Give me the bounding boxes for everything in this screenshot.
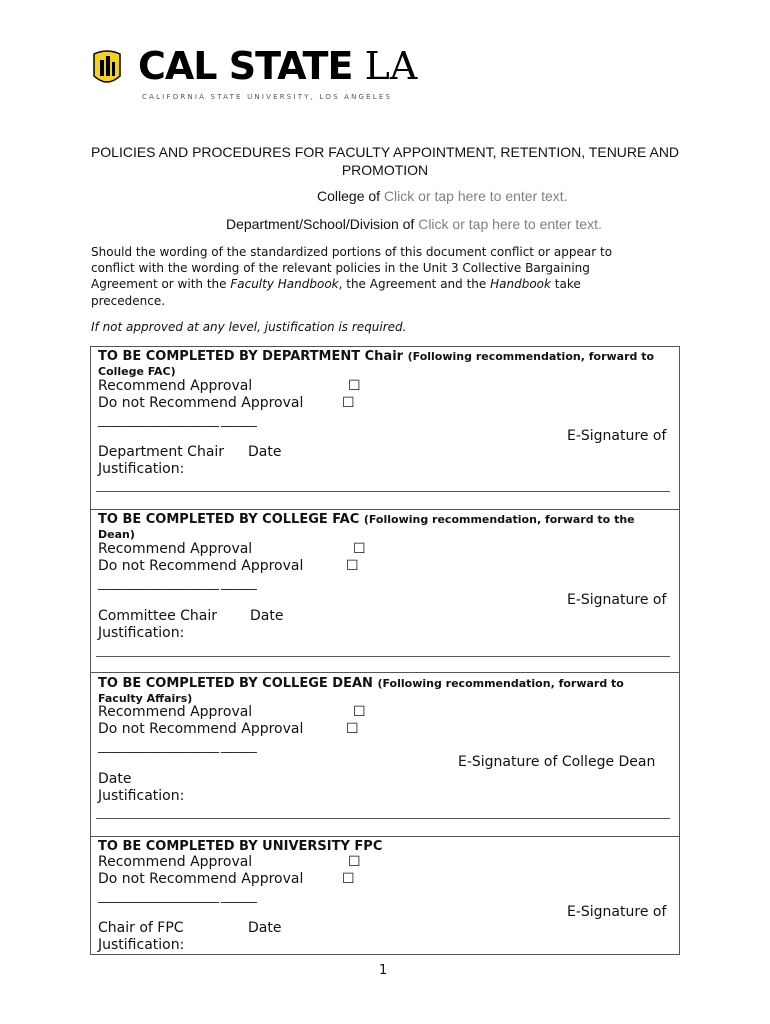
section-heading-college-fac: TO BE COMPLETED BY COLLEGE FAC (Following recommendation, forward to the Dean) (98, 512, 635, 541)
page-number: 1 (379, 963, 388, 978)
not-recommend-label: Do not Recommend Approval (98, 395, 304, 411)
intro-paragraph: Should the wording of the standardized portions of this document conflict or appear to conflict with the wording of the relevant policies in the Unit 3 Collective Bargaining Agreement or with the Faculty Handbook, the Agreement and the Handbook take precedence. (91, 245, 613, 308)
date-label: Date (248, 920, 282, 936)
justification-label: Justification: (98, 625, 185, 641)
date-label: Date (98, 771, 132, 787)
e-signature-label: E-Signature of College Dean (458, 754, 656, 770)
justification-line[interactable] (96, 818, 670, 819)
section-divider (90, 836, 680, 837)
college-label: College of (317, 188, 381, 204)
not-recommend-checkbox[interactable]: ☐ (346, 558, 359, 574)
document-title: POLICIES AND PROCEDURES FOR FACULTY APPOINTMENT, RETENTION, TENURE AND PROMOTION (90, 144, 680, 178)
section-divider (90, 509, 680, 510)
not-recommend-label: Do not Recommend Approval (98, 721, 304, 737)
recommend-approval-label: Recommend Approval (98, 704, 253, 720)
section-heading-department-chair: TO BE COMPLETED BY DEPARTMENT Chair (Following recommendation, forward to College FAC) (98, 349, 655, 378)
justification-label: Justification: (98, 788, 185, 804)
college-input[interactable]: Click or tap here to enter text. (383, 188, 568, 204)
date-label: Date (250, 608, 284, 624)
signer-label: Chair of FPC (98, 920, 184, 936)
department-input[interactable]: Click or tap here to enter text. (418, 216, 602, 232)
not-recommend-label: Do not Recommend Approval (98, 871, 304, 887)
university-seal-icon (92, 46, 122, 90)
justification-line[interactable] (96, 491, 670, 492)
not-recommend-checkbox[interactable]: ☐ (342, 871, 355, 887)
logo-wordmark: CAL STATE LA (138, 44, 418, 88)
section-heading-college-dean: TO BE COMPLETED BY COLLEGE DEAN (Following recommendation, forward to Faculty Affairs) (98, 676, 624, 705)
not-recommend-checkbox[interactable]: ☐ (346, 721, 359, 737)
section-divider (90, 672, 680, 673)
justification-label: Justification: (98, 937, 185, 953)
cal-state-la-logo (88, 42, 428, 104)
college-line (317, 188, 568, 204)
date-label: Date (248, 444, 282, 460)
logo-subtitle: CALIFORNIA STATE UNIVERSITY, LOS ANGELES (142, 93, 393, 101)
justification-label: Justification: (98, 461, 185, 477)
department-line (226, 216, 602, 232)
justification-line[interactable] (96, 656, 670, 657)
recommend-approval-label: Recommend Approval (98, 541, 253, 557)
e-signature-label: E-Signature of (567, 592, 667, 608)
signature-date-blank[interactable]: ________________________ _______ (98, 413, 256, 427)
not-recommend-label: Do not Recommend Approval (98, 558, 304, 574)
not-recommend-checkbox[interactable]: ☐ (342, 395, 355, 411)
e-signature-label: E-Signature of (567, 428, 667, 444)
section-heading-university-fpc: TO BE COMPLETED BY UNIVERSITY FPC (98, 839, 383, 854)
recommend-approval-label: Recommend Approval (98, 378, 253, 394)
recommend-approval-checkbox[interactable]: ☐ (348, 854, 361, 870)
signer-label: Department Chair (98, 444, 225, 460)
signature-date-blank[interactable]: ________________________ _______ (98, 576, 256, 590)
recommend-approval-checkbox[interactable]: ☐ (353, 704, 366, 720)
e-signature-label: E-Signature of (567, 904, 667, 920)
recommend-approval-checkbox[interactable]: ☐ (348, 378, 361, 394)
recommend-approval-label: Recommend Approval (98, 854, 253, 870)
department-label: Department/School/Division of (226, 216, 415, 232)
justification-note: If not approved at any level, justification is required. (91, 320, 407, 334)
signature-date-blank[interactable]: ________________________ _______ (98, 739, 256, 753)
recommend-approval-checkbox[interactable]: ☐ (353, 541, 366, 557)
signature-date-blank[interactable]: ________________________ _______ (98, 889, 256, 903)
signer-label: Committee Chair (98, 608, 218, 624)
